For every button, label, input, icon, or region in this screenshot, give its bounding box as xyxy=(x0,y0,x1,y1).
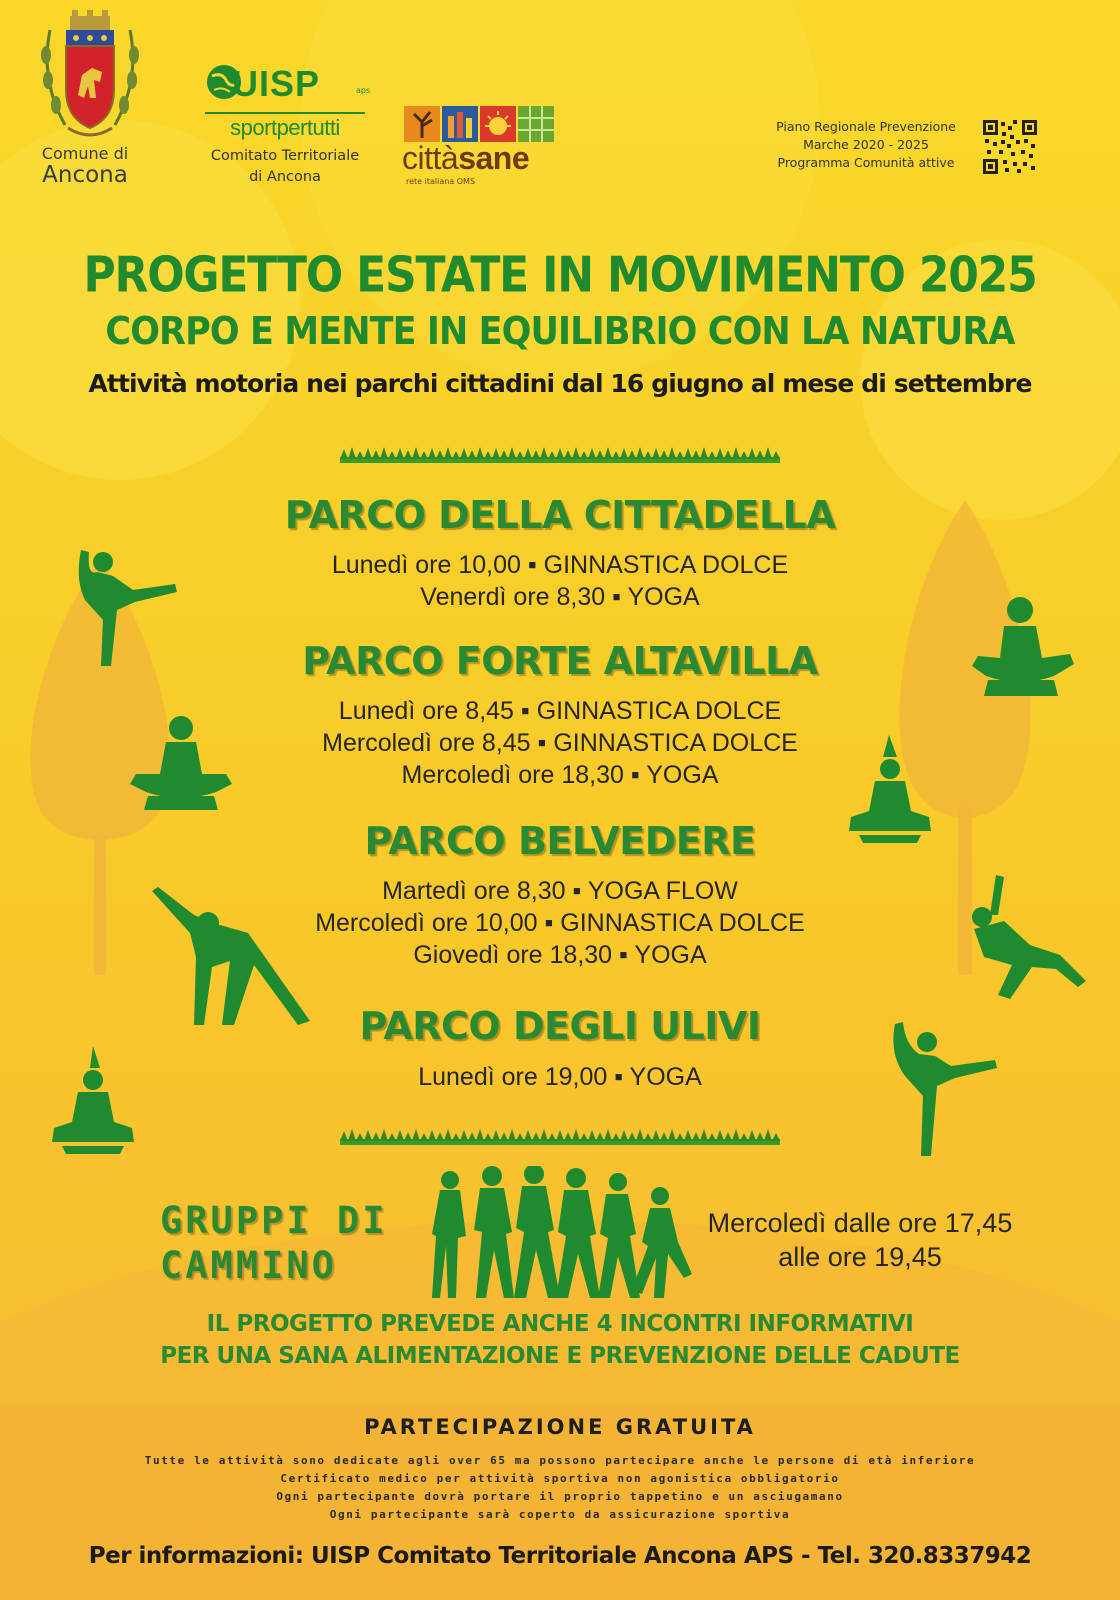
yoga-figure-icon xyxy=(55,540,185,670)
cittasane-prefix: città xyxy=(402,140,459,176)
piano-line3: Programma Comunità attive xyxy=(777,155,955,171)
cittasane-name xyxy=(402,140,529,177)
yoga-figure-icon xyxy=(48,1046,138,1156)
park-title-ulivi: PARCO DEGLI ULIVI xyxy=(359,1004,761,1048)
yoga-figure-icon xyxy=(126,712,236,817)
uisp-comitato-line2: di Ancona xyxy=(249,169,321,186)
info-line2: PER UNA SANA ALIMENTAZIONE E PREVENZIONE DELLE CADUTE xyxy=(160,1343,960,1369)
cammino-time-line2: alle ore 19,45 xyxy=(778,1242,942,1272)
footer-note: Ogni partecipante dovrà portare il proprio tappetino e un asciugamano xyxy=(276,1490,844,1503)
cammino-time-line1: Mercoledì dalle ore 17,45 xyxy=(707,1208,1013,1238)
schedule-line: Mercoledì ore 10,00 ▪ GINNASTICA DOLCE xyxy=(315,909,805,937)
yoga-figure-icon xyxy=(150,885,315,1030)
qr-code-icon[interactable] xyxy=(983,120,1037,174)
cammino-time xyxy=(680,1206,1040,1274)
footer-contact: Per informazioni: UISP Comitato Territoriale Ancona APS - Tel. 320.8337942 xyxy=(88,1543,1032,1569)
schedule-line: Giovedì ore 18,30 ▪ YOGA xyxy=(413,941,707,969)
comune-line1: Comune di xyxy=(41,144,129,163)
uisp-name: UISP xyxy=(232,63,321,104)
uisp-comitato xyxy=(195,146,375,188)
cittasane-sub: rete italiana OMS xyxy=(406,177,476,186)
yoga-figure-icon xyxy=(845,735,935,845)
park-title-altavilla: PARCO FORTE ALTAVILLA xyxy=(302,639,818,683)
park-title-cittadella: PARCO DELLA CITTADELLA xyxy=(284,493,836,537)
schedule-line: Martedì ore 8,30 ▪ YOGA FLOW xyxy=(382,877,738,905)
yoga-figure-icon xyxy=(970,596,1080,706)
uisp-aps: aps xyxy=(356,86,371,95)
schedule-line: Venerdì ore 8,30 ▪ YOGA xyxy=(420,583,700,611)
footer-title: PARTECIPAZIONE GRATUITA xyxy=(364,1415,756,1439)
footer-note: Ogni partecipante sarà coperto da assicurazione sportiva xyxy=(329,1508,791,1521)
schedule-line: Lunedì ore 10,00 ▪ GINNASTICA DOLCE xyxy=(331,551,789,579)
cammino-title-line2: CAMMINO xyxy=(160,1244,337,1287)
uisp-tagline: sportpertutti xyxy=(205,112,365,141)
comune-line2: Ancona xyxy=(42,161,128,188)
piano-line2: Marche 2020 - 2025 xyxy=(803,137,929,153)
main-subtitle: CORPO E MENTE IN EQUILIBRIO CON LA NATURA xyxy=(105,310,1015,354)
footer-notes xyxy=(0,1452,1120,1524)
yoga-figure-icon xyxy=(960,875,1090,1000)
yoga-figure-icon xyxy=(875,1020,1000,1160)
main-title: PROGETTO ESTATE IN MOVIMENTO 2025 xyxy=(83,246,1037,305)
uisp-comitato-line1: Comitato Territoriale xyxy=(210,148,360,164)
footer-note: Tutte le attività sono dedicate agli over 65 ma possono partecipare anche le persone di età inferiore xyxy=(144,1454,976,1467)
schedule-line: Mercoledì ore 8,45 ▪ GINNASTICA DOLCE xyxy=(322,729,798,757)
footer-note: Certificato medico per attività sportiva non agonistica obbligatorio xyxy=(280,1472,840,1485)
park-title-belvedere: PARCO BELVEDERE xyxy=(364,819,756,863)
comune-logo-text xyxy=(20,146,150,187)
cammino-title-line1: GRUPPI DI xyxy=(160,1199,388,1242)
schedule-line: Lunedì ore 19,00 ▪ YOGA xyxy=(418,1063,702,1091)
grass-divider-icon xyxy=(340,445,780,465)
schedule-line: Mercoledì ore 18,30 ▪ YOGA xyxy=(401,761,719,789)
grass-divider-icon xyxy=(340,1127,780,1147)
coat-of-arms-icon xyxy=(30,10,150,145)
piano-line1: Piano Regionale Prevenzione xyxy=(776,119,956,134)
info-line1: IL PROGETTO PREVEDE ANCHE 4 INCONTRI INFORMATIVI xyxy=(206,1311,914,1337)
activity-dates: Attività motoria nei parchi cittadini dal 16 giugno al mese di settembre xyxy=(88,369,1032,398)
cittasane-logo-icon xyxy=(404,106,556,142)
info-incontri xyxy=(0,1308,1120,1372)
piano-regionale xyxy=(760,118,972,172)
cittasane-suffix: sane xyxy=(458,140,530,176)
cammino-title xyxy=(160,1198,410,1288)
schedule-line: Lunedì ore 8,45 ▪ GINNASTICA DOLCE xyxy=(338,697,782,725)
walking-group-icon xyxy=(428,1166,698,1302)
